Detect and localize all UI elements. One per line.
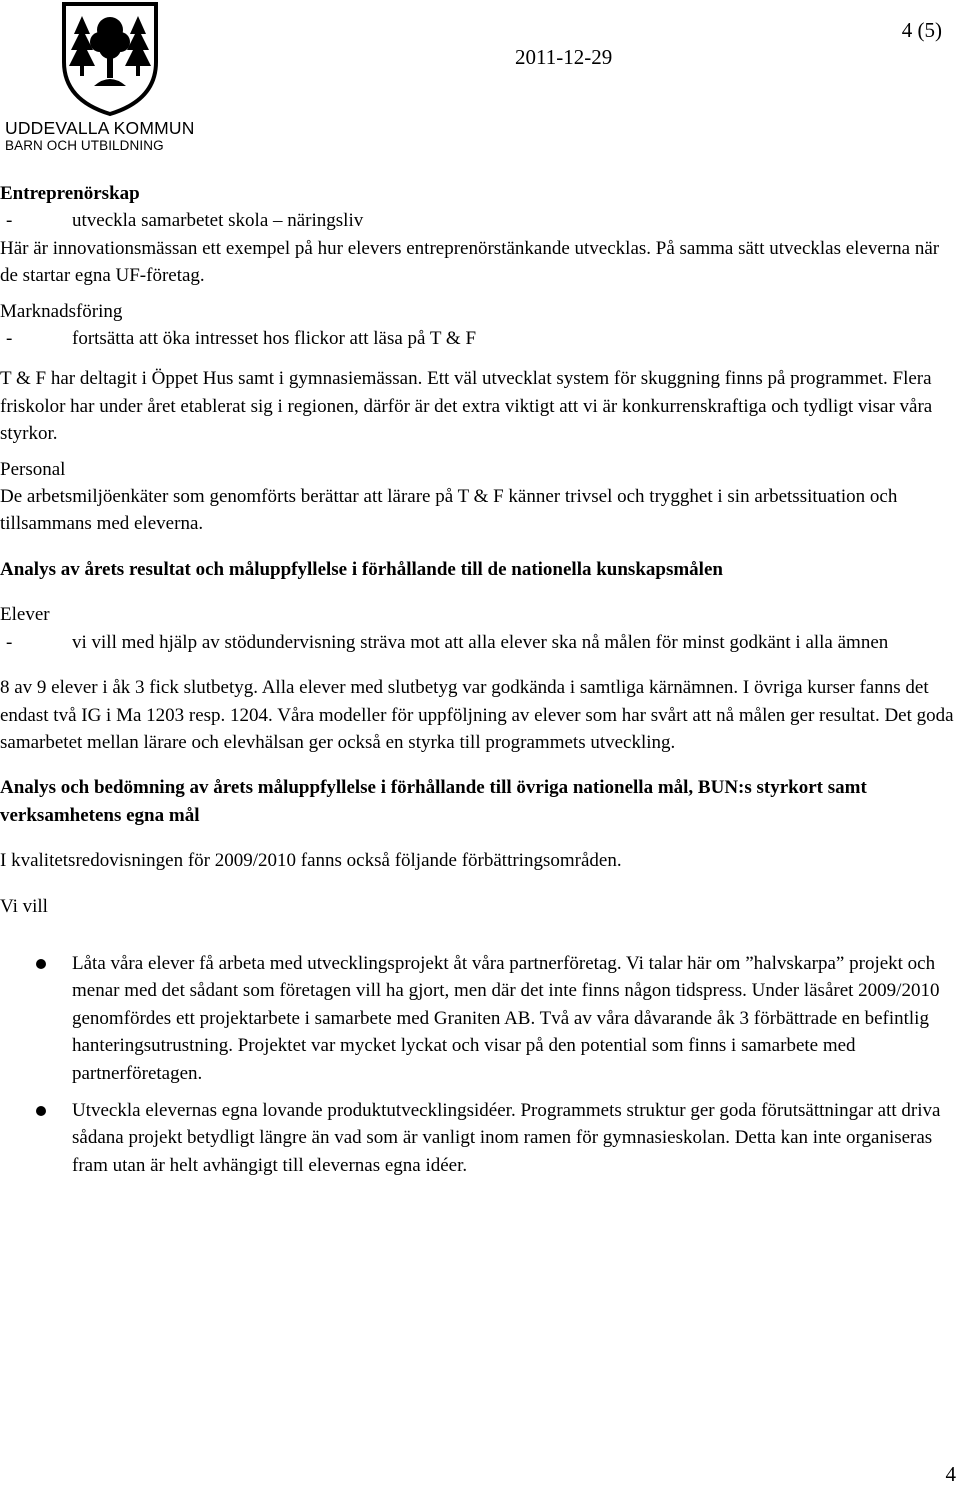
document-date: 2011-12-29	[515, 45, 613, 69]
dash-text: vi vill med hjälp av stödundervisning sträva mot att alla elever ska nå målen för minst godkänt i alla ämnen	[72, 631, 889, 653]
vi-vill-label: Vi vill	[0, 895, 48, 917]
dash-text: utveckla samarbetet skola – näringsliv	[72, 210, 364, 232]
paragraph-kvalitetsredovisning: I kvalitetsredovisningen för 2009/2010 fanns också följande förbättringsområden.	[0, 850, 622, 872]
department-name: BARN OCH UTBILDNING	[5, 138, 164, 153]
bullet-list	[0, 950, 956, 1179]
heading-elever: Elever	[0, 604, 50, 626]
dash-item: - fortsätta att öka intresset hos flickor att läsa på T & F	[0, 325, 956, 352]
heading-analys-kunskapsmal: Analys av årets resultat och måluppfyllelse i förhållande till de nationella kunskapsmålen	[0, 558, 723, 580]
dash-item: - vi vill med hjälp av stödundervisning sträva mot att alla elever ska nå målen för minst godkänt i alla ämnen	[0, 629, 956, 656]
dash-text: fortsätta att öka intresset hos flickor att läsa på T & F	[72, 328, 477, 350]
paragraph-elever: 8 av 9 elever i åk 3 fick slutbetyg. Alla elever med slutbetyg var godkända i samtliga kärnämnen. I övriga kurser fanns det endast två IG i Ma 1203 resp. 1204. Våra modeller för uppföljning av elever som har svårt att nå målen ger resultat. Det goda samarbetet mellan lärare och elevhälsan ger också en styrka till programmets utveckling.	[0, 677, 954, 753]
bullet-text: Utveckla elevernas egna lovande produktutvecklingsidéer. Programmets struktur ger goda förutsättningar att driva sådana projekt betydligt längre än vad som är vanligt inom ramen för gymnasieskolan. Detta kan inte organiseras fram utan är helt avhängigt till elevernas egna idéer.	[72, 1099, 941, 1176]
bullet-text: Låta våra elever få arbeta med utvecklingsprojekt åt våra partnerföretag. Vi talar här om ”halvskarpa” projekt och menar med det sådant som företagen vill ha gjort, men där det inte finns någon tidspress. Under läsåret 2009/2010 genomfördes ett projektarbete i samarbete med Graniten AB. Två av våra dåvarande åk 3 förbättrade en befintlig hanteringsutrustning. Projektet var mycket lyckat och visar på den potential som finns i samarbete med partnerföretagen.	[72, 952, 940, 1084]
heading-personal: Personal	[0, 458, 66, 480]
paragraph-personal: De arbetsmiljöenkäter som genomförts berättar att lärare på T & F känner trivsel och trygghet i sin arbetssituation och tillsammans med eleverna.	[0, 486, 898, 535]
page-indicator: 4 (5)	[901, 18, 942, 42]
paragraph-marknadsforing: T & F har deltagit i Öppet Hus samt i gymnasiemässan. Ett väl utvecklat system för skuggning finns på programmet. Flera friskolor har under året etablerat sig i regionen, därför är det extra viktigt att vi är konkurrenskraftiga och tydligt visar våra styrkor.	[0, 368, 933, 445]
heading-marknadsforing: Marknadsföring	[0, 300, 123, 322]
bullet-item	[0, 1097, 956, 1179]
heading-analys-ovriga-mal: Analys och bedömning av årets måluppfyllelse i förhållande till övriga nationella mål, BUN:s styrkort samt verksamhetens egna mål	[0, 777, 867, 826]
footer-page-number: 4	[945, 1462, 956, 1486]
paragraph-entreprenorskap: Här är innovationsmässan ett exempel på hur elevers entreprenörstänkande utvecklas. På samma sätt utvecklas eleverna när de startar egna UF-företag.	[0, 237, 940, 287]
organization-name: UDDEVALLA KOMMUN	[5, 118, 195, 138]
bullet-icon	[0, 1097, 72, 1179]
document-body	[0, 180, 956, 1189]
municipality-logo	[50, 0, 170, 118]
dash-item: - utveckla samarbetet skola – näringsliv	[0, 207, 956, 234]
heading-entreprenorskap: Entreprenörskap	[0, 183, 140, 204]
bullet-item	[0, 950, 956, 1087]
bullet-icon	[0, 950, 72, 1087]
